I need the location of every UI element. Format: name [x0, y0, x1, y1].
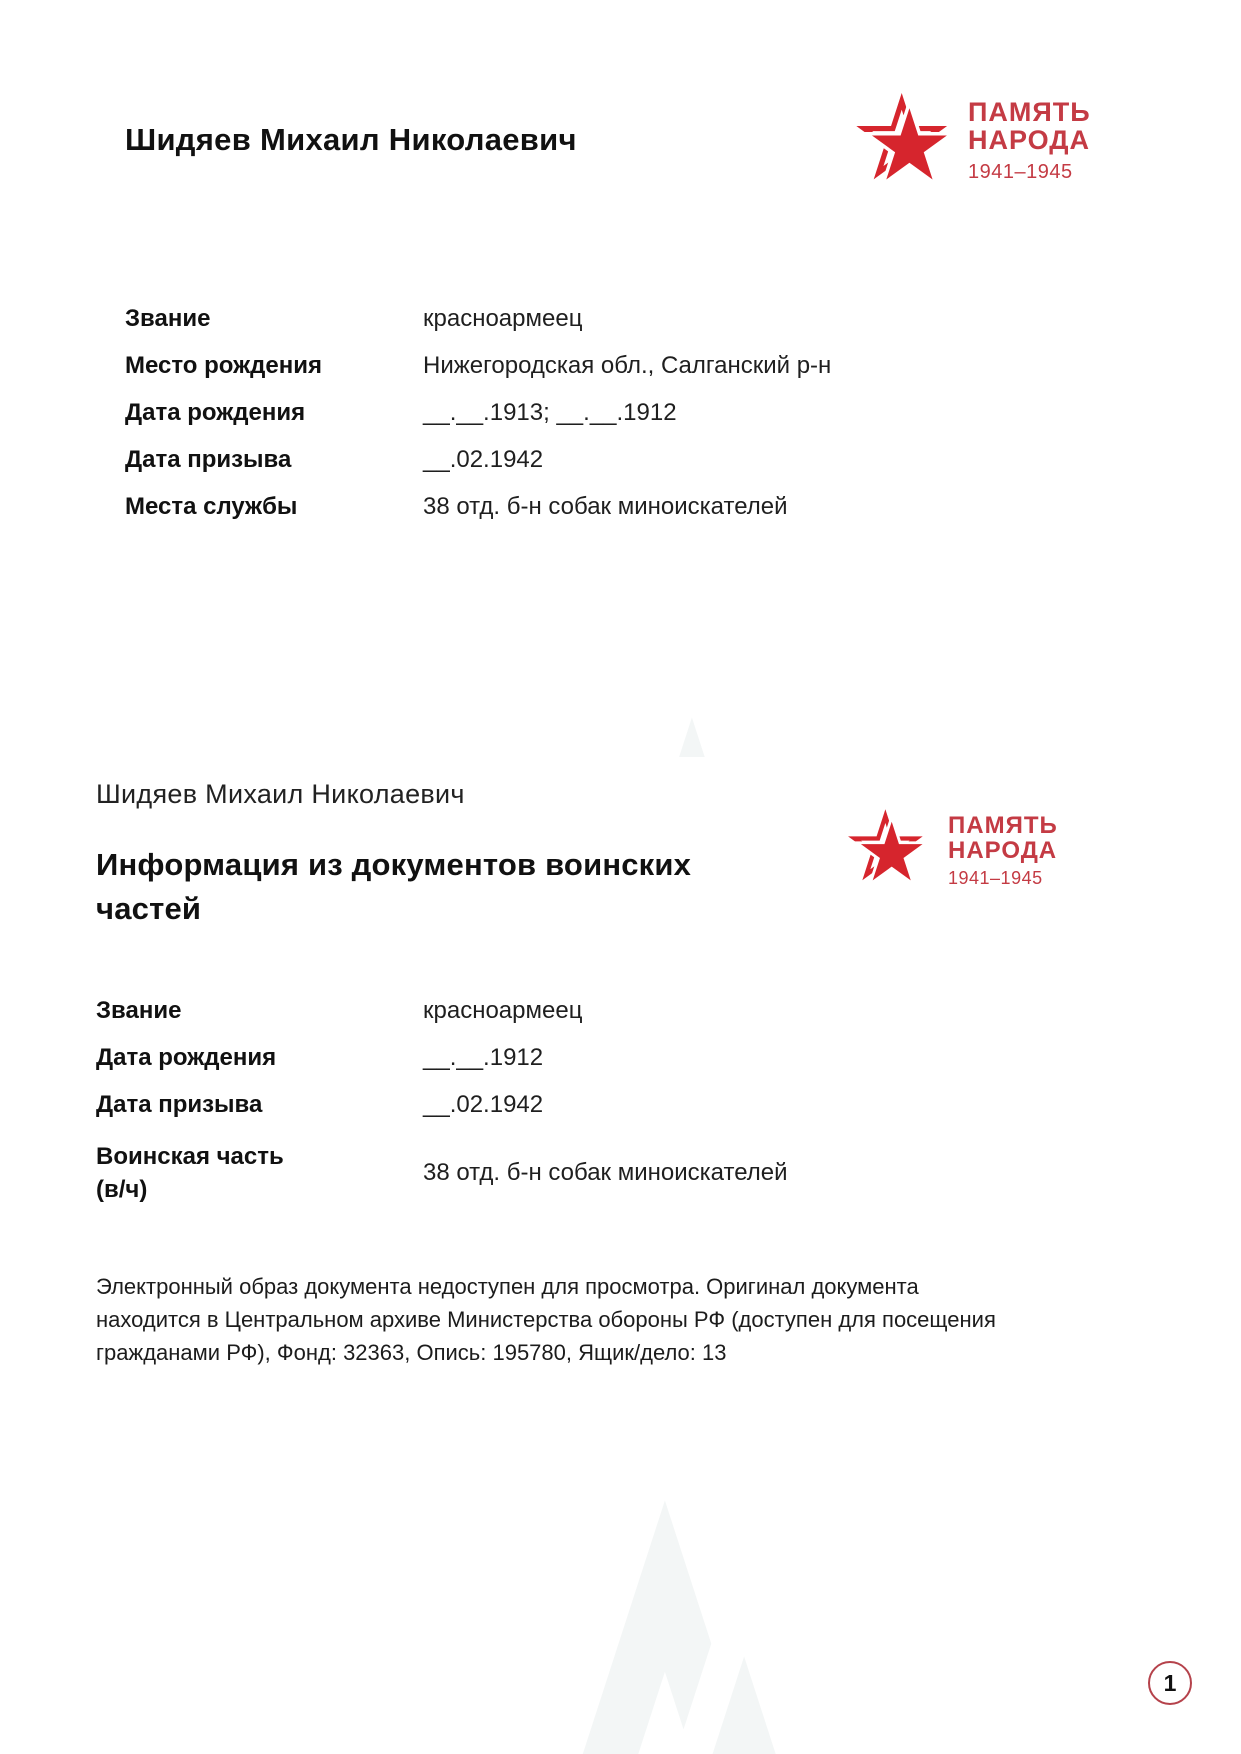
field-row [96, 1137, 1076, 1207]
field-row [125, 351, 1065, 398]
field-value: __.__.1912 [423, 1044, 544, 1071]
field-row [96, 1043, 1076, 1090]
field-value: 38 отд. б-н собак миноискателей [423, 493, 788, 520]
logo-title-line1: ПАМЯТЬ [948, 812, 1058, 839]
memory-of-people-logo [843, 84, 1091, 204]
field-value: 38 отд. б-н собак миноискателей [423, 1158, 788, 1186]
field-label: Звание [96, 997, 182, 1024]
logo-text [948, 813, 1058, 889]
archive-note-line: находится в Центральном архиве Министерства обороны РФ (доступен для посещения [96, 1307, 996, 1332]
archive-note [96, 1270, 1056, 1369]
field-value: __.02.1942 [423, 446, 544, 473]
section-title-line1: Информация из документов воинских [96, 847, 692, 882]
logo-title-line2: НАРОДА [968, 125, 1091, 155]
red-star-icon [837, 802, 926, 888]
field-row [96, 1090, 1076, 1137]
section-title-line2: частей [96, 891, 202, 926]
archive-note-line: гражданами РФ), Фонд: 32363, Опись: 195780, Ящик/дело: 13 [96, 1340, 727, 1365]
logo-text [968, 98, 1091, 184]
field-label-line2: (в/ч) [96, 1176, 148, 1203]
field-row [96, 996, 1076, 1043]
watermark-star-icon [62, 1410, 1171, 1754]
field-value: красноармеец [423, 997, 583, 1024]
field-row [125, 492, 1065, 539]
field-label: Место рождения [125, 352, 322, 379]
field-value: Нижегородская обл., Салганский р-н [423, 352, 832, 379]
field-label: Дата призыва [96, 1091, 263, 1118]
field-label: Звание [125, 305, 211, 332]
field-label: Дата призыва [125, 446, 292, 473]
field-label: Дата рождения [125, 399, 306, 426]
field-label: Места службы [125, 493, 298, 520]
record1-fields-table [125, 304, 1065, 539]
field-value: красноармеец [423, 305, 583, 332]
record2-section-title [96, 843, 691, 931]
watermark-star-icon [89, 627, 1198, 757]
logo-years: 1941–1945 [968, 161, 1073, 183]
field-value: __.__.1913; __.__.1912 [423, 399, 677, 426]
field-label [96, 1137, 423, 1206]
red-star-icon [843, 84, 951, 189]
field-row [125, 445, 1065, 492]
record1-person-title: Шидяев Михаил Николаевич [125, 122, 577, 157]
archive-note-line: Электронный образ документа недоступен для просмотра. Оригинал документа [96, 1274, 919, 1299]
logo-title-line1: ПАМЯТЬ [968, 97, 1091, 127]
page-number-badge: 1 [1148, 1661, 1192, 1705]
field-label-line1: Воинская часть [96, 1143, 284, 1170]
field-row [125, 398, 1065, 445]
logo-title-line2: НАРОДА [948, 837, 1058, 864]
record2-fields-table [96, 996, 1076, 1207]
field-value: __.02.1942 [423, 1091, 544, 1118]
field-row [125, 304, 1065, 351]
logo-years: 1941–1945 [948, 868, 1043, 888]
record2-person-name: Шидяев Михаил Николаевич [96, 779, 465, 809]
field-label: Дата рождения [96, 1044, 277, 1071]
memory-of-people-logo [837, 802, 1057, 902]
